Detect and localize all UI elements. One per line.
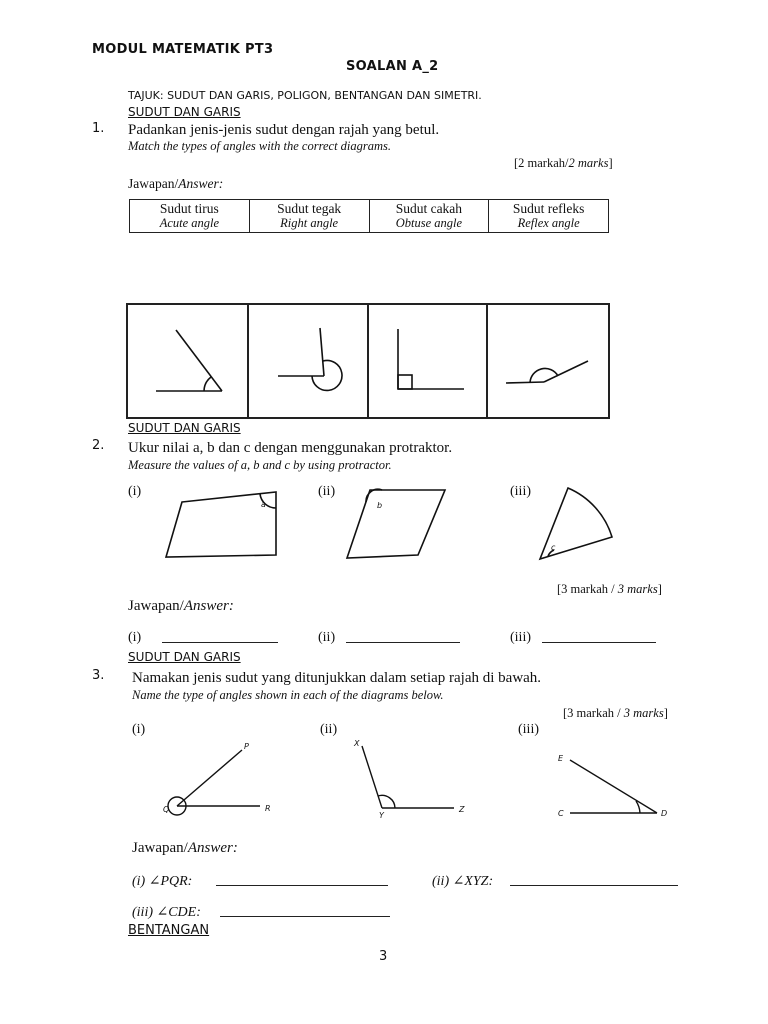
q3-section-label: SUDUT DAN GARIS — [128, 650, 241, 664]
q3-answer-label — [132, 840, 238, 857]
q3-diagram-iii — [570, 760, 657, 813]
q1-diagram-1 — [156, 330, 222, 391]
q1-marks — [514, 156, 613, 171]
q1-diagram-3 — [398, 329, 464, 389]
angle-type-right: Sudut tegak Right angle — [249, 200, 369, 233]
q2-answer-i: (i) — [128, 630, 142, 645]
angle-type-reflex: Sudut refleks Reflex angle — [489, 200, 609, 233]
q3-marks-en: 3 marks — [623, 706, 664, 720]
q2-answer-iii-field[interactable] — [542, 629, 656, 643]
q1-diagram-2 — [278, 328, 342, 390]
q3-point-x: X — [354, 739, 360, 748]
q3-diagram-ii — [362, 746, 454, 808]
q2-label-b: b — [377, 501, 383, 510]
q3-text-ms: Namakan jenis sudut yang ditunjukkan dalam setiap rajah di bawah. — [132, 670, 542, 686]
q3-answer-ms: Jawapan/ — [132, 840, 188, 856]
q3-answer-i: (i) ∠PQR: — [132, 874, 193, 889]
q2-section-label: SUDUT DAN GARIS — [128, 421, 241, 435]
angle-types-table — [129, 199, 609, 233]
q1-answer-en: Answer: — [178, 176, 224, 191]
q2-marks-close: ] — [657, 582, 662, 596]
q2-label-c: c — [551, 543, 556, 552]
q2-part-i: (i) — [128, 484, 142, 499]
q3-point-z: Z — [459, 805, 465, 814]
q2-marks — [557, 582, 662, 597]
q1-answer-ms: Jawapan/ — [128, 176, 179, 191]
q3-point-y: Y — [379, 811, 384, 820]
q1-diagram-box — [126, 303, 610, 419]
q3-answer-iii: (iii) ∠CDE: — [132, 905, 201, 920]
q1-diagram-4 — [506, 361, 588, 383]
q1-marks-en: 2 marks — [568, 156, 609, 170]
module-title: MODUL MATEMATIK PT3 — [92, 42, 274, 57]
q2-answer-ii-field[interactable] — [346, 629, 460, 643]
q3-part-ii: (ii) — [320, 722, 338, 737]
q3-answer-i-field[interactable] — [216, 872, 388, 886]
q2-part-ii: (ii) — [318, 484, 336, 499]
q2-shape-ii — [347, 489, 445, 558]
q2-marks-ms: [3 markah / — [557, 582, 618, 596]
q2-answer-i-field[interactable] — [162, 629, 278, 643]
q2-shapes — [150, 480, 640, 570]
q3-marks — [563, 706, 668, 721]
q3-point-r: R — [265, 804, 271, 813]
q2-answer-ms: Jawapan/ — [128, 598, 184, 614]
q3-answer-ii: (ii) ∠XYZ: — [432, 874, 494, 889]
q1-marks-ms: [2 markah/ — [514, 156, 569, 170]
q3-point-e: E — [558, 754, 564, 763]
q3-marks-ms: [3 markah / — [563, 706, 624, 720]
q3-part-iii: (iii) — [518, 722, 539, 737]
q2-label-a: a — [261, 500, 266, 509]
q1-section-label: SUDUT DAN GARIS — [128, 105, 241, 119]
section-title: SOALAN A_2 — [346, 59, 439, 74]
page-number: 3 — [379, 949, 388, 964]
q3-diagrams — [150, 734, 680, 824]
q3-point-p: P — [244, 742, 249, 751]
q3-answer-en: Answer: — [187, 840, 238, 856]
q2-part-iii: (iii) — [510, 484, 531, 499]
q3-part-i: (i) — [132, 722, 146, 737]
angle-type-obtuse: Sudut cakah Obtuse angle — [369, 200, 489, 233]
q1-answer-label — [128, 176, 223, 192]
angle-type-acute: Sudut tirus Acute angle — [130, 200, 250, 233]
q3-number: 3. — [92, 668, 105, 683]
q3-point-q: Q — [163, 805, 170, 814]
q2-answer-iii: (iii) — [510, 630, 531, 645]
q3-diagram-i — [168, 750, 260, 815]
q2-number: 2. — [92, 438, 105, 453]
q2-text-ms: Ukur nilai a, b dan c dengan menggunakan protraktor. — [128, 440, 453, 456]
q2-text-en: Measure the values of a, b and c by using protractor. — [128, 458, 392, 472]
q2-answer-en: Answer: — [183, 598, 234, 614]
q1-marks-close: ] — [608, 156, 613, 170]
q2-answer-ii: (ii) — [318, 630, 336, 645]
q2-marks-en: 3 marks — [617, 582, 658, 596]
q1-text-ms: Padankan jenis-jenis sudut dengan rajah yang betul. — [128, 122, 440, 138]
q3-text-en: Name the type of angles shown in each of the diagrams below. — [132, 688, 444, 702]
q3-answer-ii-field[interactable] — [510, 872, 678, 886]
q3-answer-iii-field[interactable] — [220, 903, 390, 917]
q3-marks-close: ] — [663, 706, 668, 720]
q2-shape-i — [166, 492, 276, 557]
q2-answer-label — [128, 598, 234, 615]
q3-point-d: D — [661, 809, 668, 818]
topic-line: TAJUK: SUDUT DAN GARIS, POLIGON, BENTANGAN DAN SIMETRI. — [128, 89, 482, 102]
q1-text-en: Match the types of angles with the correct diagrams. — [128, 139, 392, 153]
q1-number: 1. — [92, 121, 105, 136]
q3-point-c: C — [558, 809, 564, 818]
next-section-label: BENTANGAN — [128, 923, 210, 938]
